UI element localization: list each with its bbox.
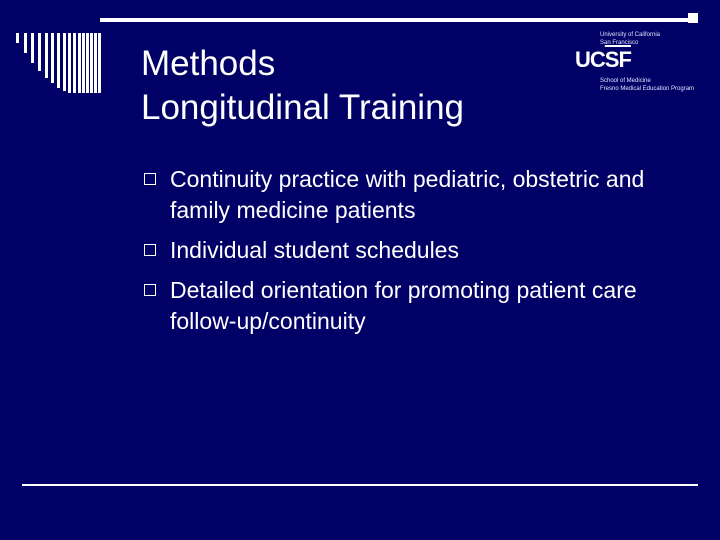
title-line-2: Longitudinal Training (141, 88, 465, 127)
logo-sub-line-1: School of Medicine (600, 78, 651, 84)
logo-mark-uc: UC (575, 47, 605, 72)
logo-sub-line-2: Fresno Medical Education Program (600, 86, 695, 92)
bullet-item (144, 235, 704, 266)
logo-mark-sf: $\overline{SF}$ (604, 47, 631, 72)
bullet-text: Detailed orientation for promoting patient care follow-up/continuity (170, 277, 637, 334)
title-line-1: Methods (141, 44, 276, 83)
logo-mark (575, 48, 631, 72)
bottom-rule (22, 484, 698, 486)
logo-university (600, 31, 660, 47)
bullet-item (144, 164, 704, 226)
bullet-list (144, 164, 704, 346)
bullet-text: Continuity practice with pediatric, obstetric and family medicine patients (170, 166, 645, 223)
square-bullet-icon (144, 284, 156, 296)
ucsf-logo (574, 30, 699, 96)
logo-subtitle (600, 77, 694, 93)
top-rule-end (688, 13, 698, 23)
top-rule (100, 18, 698, 22)
bullet-item (144, 275, 704, 337)
logo-university-line-2: San Francisco (600, 40, 639, 46)
slide-title (141, 42, 464, 130)
square-bullet-icon (144, 244, 156, 256)
logo-university-line-1: University of California (600, 32, 661, 38)
square-bullet-icon (144, 173, 156, 185)
decorative-bars (16, 33, 136, 93)
bullet-text: Individual student schedules (170, 237, 459, 263)
